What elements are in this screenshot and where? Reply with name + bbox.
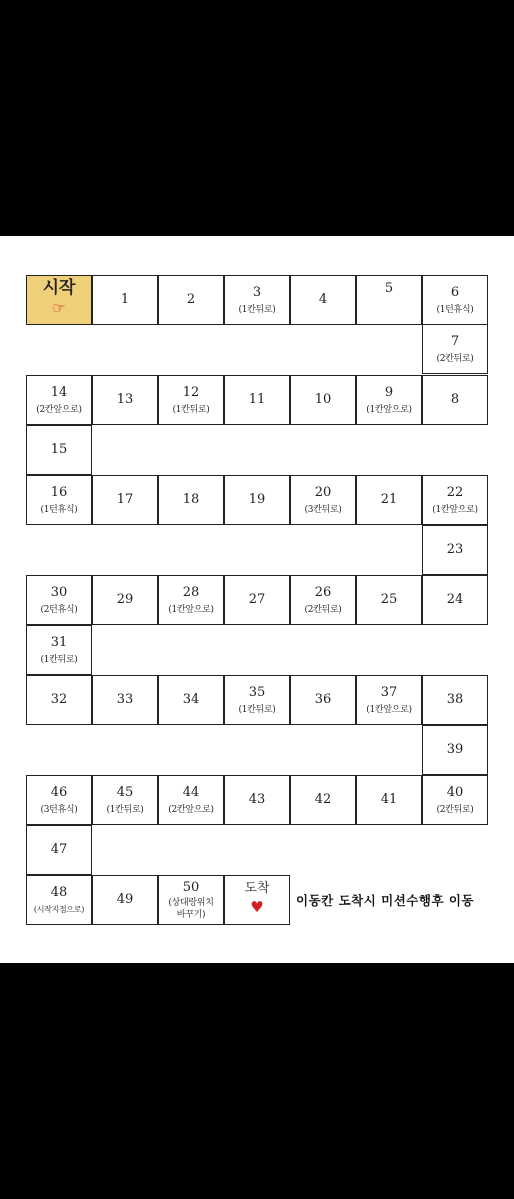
cell-8[interactable] [422, 375, 488, 425]
cell-number: 27 [248, 592, 266, 607]
cell-note: (1칸뒤로) [238, 704, 276, 715]
cell-number: 4 [318, 292, 328, 307]
cell-number: 29 [116, 592, 134, 607]
cell-note: (1칸앞으로) [168, 604, 214, 615]
cell-number: 14 [50, 384, 68, 400]
cell-number: 45 [116, 784, 134, 800]
cell-number: 5 [384, 281, 394, 296]
cell-49[interactable] [92, 875, 158, 925]
cell-40[interactable] [422, 775, 488, 825]
cell-3[interactable] [224, 275, 290, 325]
cell-6[interactable] [422, 275, 488, 325]
cell-28[interactable] [158, 575, 224, 625]
cell-number: 19 [248, 492, 266, 507]
cell-number: 42 [314, 792, 332, 807]
cell-44[interactable] [158, 775, 224, 825]
cell-number: 40 [446, 784, 464, 800]
cell-22[interactable] [422, 475, 488, 525]
cell-note: (2칸앞으로) [168, 804, 214, 815]
cell-number: 15 [50, 442, 68, 457]
cell-7[interactable] [422, 324, 488, 374]
cell-number: 37 [380, 684, 398, 700]
cell-18[interactable] [158, 475, 224, 525]
cell-finish[interactable] [224, 875, 290, 925]
cell-number: 7 [450, 333, 460, 349]
cell-number: 10 [314, 392, 332, 407]
cell-start[interactable] [26, 275, 92, 325]
cell-41[interactable] [356, 775, 422, 825]
cell-21[interactable] [356, 475, 422, 525]
instruction-text: 이동칸 도착시 미션수행후 이동 [296, 893, 475, 908]
cell-number: 38 [446, 692, 464, 707]
cell-14[interactable] [26, 375, 92, 425]
board-sheet [0, 236, 514, 963]
cell-number: 39 [446, 742, 464, 757]
cell-35[interactable] [224, 675, 290, 725]
cell-note: (2턴휴식) [40, 604, 78, 615]
cell-number: 11 [248, 392, 266, 407]
cell-note: (1칸앞으로) [366, 404, 412, 415]
cell-32[interactable] [26, 675, 92, 725]
cell-number: 47 [50, 842, 68, 857]
cell-19[interactable] [224, 475, 290, 525]
cell-note: (2칸뒤로) [436, 353, 474, 364]
cell-number: 36 [314, 692, 332, 707]
cell-number: 12 [182, 384, 200, 400]
cell-24[interactable] [422, 575, 488, 625]
cell-number: 1 [120, 292, 130, 307]
cell-33[interactable] [92, 675, 158, 725]
cell-1[interactable] [92, 275, 158, 325]
cell-23[interactable] [422, 525, 488, 575]
cell-number: 25 [380, 592, 398, 607]
cell-15[interactable] [26, 425, 92, 475]
cell-note: (3턴휴식) [40, 804, 78, 815]
cell-number: 21 [380, 492, 398, 507]
cell-note: (1칸앞으로) [432, 504, 478, 515]
cell-number: 44 [182, 784, 200, 800]
cell-number: 22 [446, 484, 464, 500]
cell-number: 2 [186, 292, 196, 307]
cell-13[interactable] [92, 375, 158, 425]
cell-note: (시작지점으로) [33, 904, 85, 914]
cell-number: 9 [384, 384, 394, 400]
cell-number: 8 [450, 392, 460, 407]
cell-9[interactable] [356, 375, 422, 425]
cell-number: 3 [252, 284, 262, 300]
cell-47[interactable] [26, 825, 92, 875]
cell-20[interactable] [290, 475, 356, 525]
cell-4[interactable] [290, 275, 356, 325]
cell-45[interactable] [92, 775, 158, 825]
cell-number: 6 [450, 284, 460, 300]
cell-27[interactable] [224, 575, 290, 625]
cell-11[interactable] [224, 375, 290, 425]
cell-number: 13 [116, 392, 134, 407]
cell-note: (2칸앞으로) [36, 404, 82, 415]
cell-12[interactable] [158, 375, 224, 425]
start-label: 시작 [42, 278, 76, 298]
cell-29[interactable] [92, 575, 158, 625]
cell-note: (1턴휴식) [436, 304, 474, 315]
cell-10[interactable] [290, 375, 356, 425]
cell-number: 48 [50, 884, 68, 900]
cell-16[interactable] [26, 475, 92, 525]
cell-number: 49 [116, 892, 134, 907]
cell-note: (1칸앞으로) [366, 704, 412, 715]
cell-43[interactable] [224, 775, 290, 825]
cell-number: 46 [50, 784, 68, 800]
cell-number: 43 [248, 792, 266, 807]
cell-note: (상대랑위치 바꾸기) [168, 897, 214, 920]
cell-number: 33 [116, 692, 134, 707]
pointing-hand-icon: ☞ [52, 299, 66, 317]
cell-number: 18 [182, 492, 200, 507]
cell-number: 41 [380, 792, 398, 807]
cell-34[interactable] [158, 675, 224, 725]
finish-label: 도착 [244, 881, 270, 896]
cell-note: (1칸뒤로) [238, 304, 276, 315]
cell-number: 31 [50, 634, 68, 650]
cell-37[interactable] [356, 675, 422, 725]
cell-note: (1칸뒤로) [40, 654, 78, 665]
cell-26[interactable] [290, 575, 356, 625]
cell-note: (1턴휴식) [40, 504, 78, 515]
cell-note: (1칸뒤로) [172, 404, 210, 415]
cell-number: 23 [446, 542, 464, 557]
cell-number: 17 [116, 492, 134, 507]
cell-note: (3칸뒤로) [304, 504, 342, 515]
cell-number: 26 [314, 584, 332, 600]
cell-31[interactable] [26, 625, 92, 675]
cell-17[interactable] [92, 475, 158, 525]
cell-46[interactable] [26, 775, 92, 825]
cell-number: 32 [50, 692, 68, 707]
heart-icon: ♥ [250, 898, 264, 916]
cell-30[interactable] [26, 575, 92, 625]
cell-48[interactable] [26, 875, 92, 925]
cell-note: (2칸뒤로) [304, 604, 342, 615]
cell-note: (1칸뒤로) [106, 804, 144, 815]
cell-number: 35 [248, 684, 266, 700]
cell-38[interactable] [422, 675, 488, 725]
cell-36[interactable] [290, 675, 356, 725]
cell-number: 28 [182, 584, 200, 600]
cell-5[interactable] [356, 275, 422, 325]
cell-number: 30 [50, 584, 68, 600]
cell-number: 34 [182, 692, 200, 707]
cell-number: 24 [446, 592, 464, 607]
cell-25[interactable] [356, 575, 422, 625]
cell-2[interactable] [158, 275, 224, 325]
cell-number: 16 [50, 484, 68, 500]
cell-number: 50 [182, 879, 200, 895]
cell-42[interactable] [290, 775, 356, 825]
cell-39[interactable] [422, 725, 488, 775]
cell-note: (2칸뒤로) [436, 804, 474, 815]
cell-number: 20 [314, 484, 332, 500]
cell-50[interactable] [158, 875, 224, 925]
